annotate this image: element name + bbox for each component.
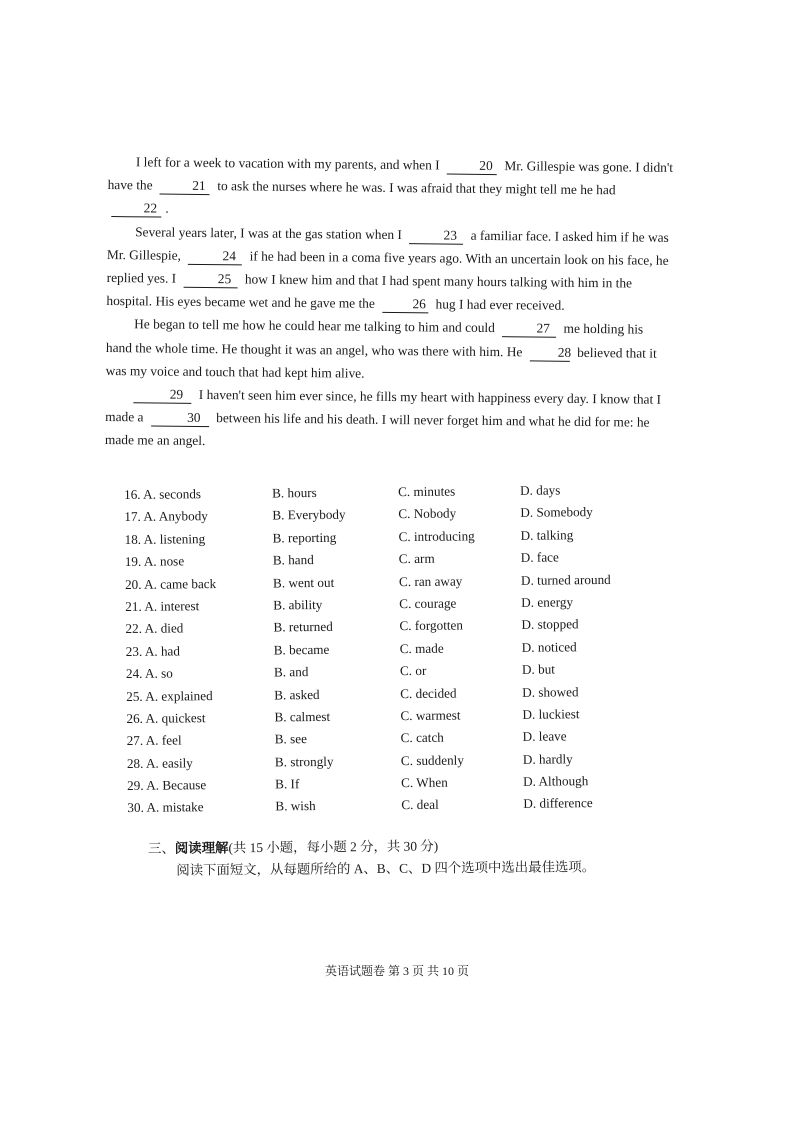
option-a: 27. A. feel	[126, 732, 182, 749]
option-c: C. suddenly	[400, 752, 464, 768]
option-a: 21. A. interest	[125, 598, 200, 614]
option-c: C. catch	[400, 729, 444, 746]
option-d: D. Although	[523, 773, 589, 789]
option-a: 17. A. Anybody	[124, 508, 208, 525]
passage-text: between his life and his death. I will never forget him and what he did for me: he made me an angel.	[104, 410, 650, 449]
section-detail: (共 15 小题，每小题 2 分，共 30 分)	[228, 838, 439, 856]
option-c: C. courage	[399, 595, 457, 612]
passage-text: I left for a week to vacation with my parents, and when I	[135, 154, 440, 173]
option-b: B. hand	[272, 552, 314, 568]
option-a: 19. A. nose	[124, 553, 185, 570]
option-c: C. forgotten	[399, 617, 464, 634]
option-a: 28. A. easily	[126, 754, 193, 771]
blank-25: 25	[183, 271, 237, 289]
option-a: 30. A. mistake	[127, 799, 204, 816]
option-b: B. calmest	[274, 708, 331, 725]
paragraph-2	[106, 220, 673, 319]
option-d: D. showed	[522, 683, 579, 700]
blank-30: 30	[151, 410, 209, 428]
section-number: 三、	[148, 840, 175, 856]
passage-text: hug I had ever received.	[435, 296, 565, 314]
option-b: B. and	[273, 664, 309, 680]
option-c: C. minutes	[397, 483, 456, 500]
blank-28: 28	[530, 344, 570, 361]
option-a: 22. A. died	[125, 620, 184, 637]
blank-26: 26	[382, 296, 428, 313]
option-b: B. hours	[271, 484, 317, 501]
option-b: B. see	[274, 731, 307, 747]
question-row	[127, 795, 647, 823]
option-c: C. arm	[398, 550, 435, 567]
option-d: D. stopped	[521, 616, 579, 633]
option-b: B. returned	[273, 619, 333, 635]
passage-text: .	[165, 201, 169, 217]
section-title: 阅读理解	[174, 840, 229, 856]
option-d: D. talking	[520, 527, 574, 543]
option-d: D. turned around	[520, 571, 611, 588]
blank-23: 23	[409, 227, 463, 245]
passage-text: believed that it was my voice and touch that had kept him alive.	[105, 344, 657, 381]
option-c: C. made	[399, 640, 444, 656]
section-instruction: 阅读下面短文，从每题所给的 A、B、C、D 四个选项中选出最佳选项。	[176, 859, 596, 878]
option-a: 25. A. explained	[126, 687, 213, 704]
option-b: B. asked	[274, 686, 320, 702]
option-b: B. Everybody	[272, 507, 346, 523]
blank-29: 29	[133, 386, 191, 404]
option-b: B. wish	[275, 798, 316, 814]
passage-text: Mr. Gillespie was gone. I didn't have the	[107, 158, 674, 193]
option-b: B. If	[275, 776, 300, 792]
passage-text: to ask the nurses where he was. I was afraid that they might tell me he had	[217, 178, 616, 198]
passage-text: I haven't seen him ever since, he fills my heart with happiness every day. I know that I made a	[105, 386, 662, 425]
option-c: C. When	[401, 774, 448, 791]
option-a: 24. A. so	[125, 665, 173, 682]
option-d: D. energy	[521, 594, 574, 610]
paragraph-1	[107, 150, 674, 226]
option-b: B. became	[273, 641, 330, 658]
answer-options	[124, 482, 647, 823]
option-d: D. difference	[523, 795, 593, 812]
option-a: 20. A. came back	[124, 575, 217, 592]
option-d: D. Somebody	[520, 504, 593, 521]
paragraph-3	[106, 312, 673, 388]
option-c: C. decided	[400, 685, 457, 701]
option-c: C. ran away	[398, 573, 463, 589]
cloze-passage	[105, 150, 674, 458]
option-d: D. hardly	[522, 751, 573, 767]
option-a: 26. A. quickest	[126, 710, 206, 726]
option-b: B. went out	[272, 574, 335, 591]
reading-section	[148, 834, 628, 882]
passage-text: how I knew him and that I had spent many hours talking with him in the hospital. His eyes became wet and he gave me the	[106, 271, 633, 312]
option-c: C. warmest	[400, 707, 461, 724]
option-b: B. ability	[273, 596, 323, 613]
option-a: 29. A. Because	[127, 777, 207, 794]
blank-24: 24	[188, 248, 242, 266]
option-c: C. or	[399, 662, 427, 679]
blank-21: 21	[160, 178, 210, 196]
option-c: C. introducing	[398, 528, 475, 544]
option-d: D. face	[520, 549, 559, 566]
passage-text: a familiar face. I asked him if he was Mr. Gillespie,	[106, 227, 669, 263]
passage-text: me holding his hand the whole time. He thought it was an angel, who was there with him. He	[105, 321, 644, 359]
page-footer: 英语试题卷 第 3 页 共 10 页	[324, 964, 469, 978]
passage-text: if he had been in a coma five years ago. With an uncertain look on his face, he replied yes. I	[106, 248, 669, 286]
option-d: D. but	[521, 661, 555, 677]
option-a: 23. A. had	[125, 643, 181, 659]
option-d: D. noticed	[521, 639, 577, 655]
option-b: B. reporting	[272, 529, 337, 546]
option-b: B. strongly	[274, 753, 334, 770]
passage-text: Several years later, I was at the gas station when I	[135, 223, 403, 242]
option-d: D. leave	[522, 728, 567, 745]
option-c: C. deal	[401, 797, 439, 813]
blank-20: 20	[447, 158, 497, 176]
passage-text: He began to tell me how he could hear me talking to him and could	[134, 316, 495, 336]
blank-22: 22	[111, 200, 161, 218]
option-a: 18. A. listening	[124, 530, 206, 547]
blank-27: 27	[502, 321, 556, 339]
option-d: D. days	[519, 482, 561, 498]
option-a: 16. A. seconds	[124, 486, 202, 502]
paragraph-4	[105, 382, 672, 458]
option-d: D. luckiest	[522, 706, 580, 722]
option-c: C. Nobody	[398, 505, 457, 522]
